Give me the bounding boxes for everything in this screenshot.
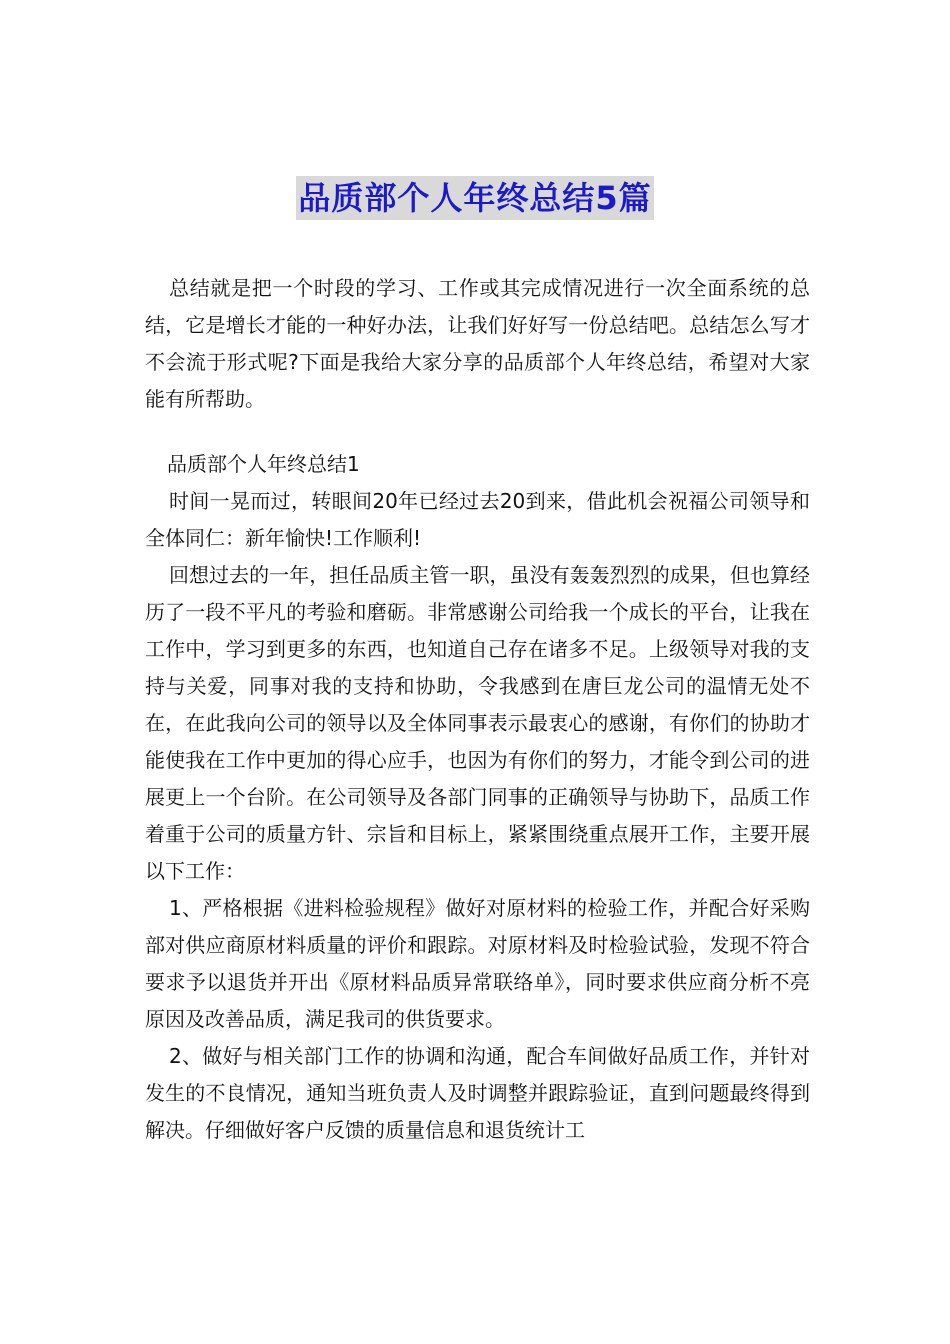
- body-paragraph: 1、严格根据《进料检验规程》做好对原材料的检验工作，并配合好采购部对供应商原材料质量的评价和跟踪。对原材料及时检验试验，发现不符合要求予以退货并开出《原材料品质异常联络单》，同时要求供应商分析不亮原因及改善品质，满足我司的供货要求。: [145, 896, 810, 1031]
- intro-paragraph: 总结就是把一个时段的学习、工作或其完成情况进行一次全面系统的总结，它是增长才能的一种好办法，让我们好好写一份总结吧。总结怎么写才不会流于形式呢?下面是我给大家分享的品质部个人年终总结，希望对大家能有所帮助。: [145, 276, 810, 411]
- document-title: 品质部个人年终总结5篇: [296, 176, 653, 220]
- section-heading: 品质部个人年终总结1: [167, 452, 360, 476]
- body-paragraph: 回想过去的一年，担任品质主管一职，虽没有轰轰烈烈的成果，但也算经历了一段不平凡的考验和磨砺。非常感谢公司给我一个成长的平台，让我在工作中，学习到更多的东西，也知道自己存在诸多不足。上级领导对我的支持与关爱，同事对我的支持和协助，令我感到在唐巨龙公司的温情无处不在，在此我向公司的领导以及全体同事表示最衷心的感谢，有你们的协助才能使我在工作中更加的得心应手，也因为有你们的努力，才能令到公司的进展更上一个台阶。在公司领导及各部门同事的正确领导与协助下，品质工作着重于公司的质量方针、宗旨和目标上，紧紧围绕重点展开工作，主要开展以下工作：: [145, 563, 810, 883]
- document-body: [145, 270, 810, 1149]
- title-container: [0, 176, 950, 220]
- body-paragraph: 时间一晃而过，转眼间20年已经过去20到来，借此机会祝福公司领导和全体同仁：新年愉快!工作顺利!: [145, 489, 810, 550]
- body-paragraph: 2、做好与相关部门工作的协调和沟通，配合车间做好品质工作，并针对发生的不良情况，通知当班负责人及时调整并跟踪验证，直到问题最终得到解决。仔细做好客户反馈的质量信息和退货统计工: [145, 1044, 810, 1142]
